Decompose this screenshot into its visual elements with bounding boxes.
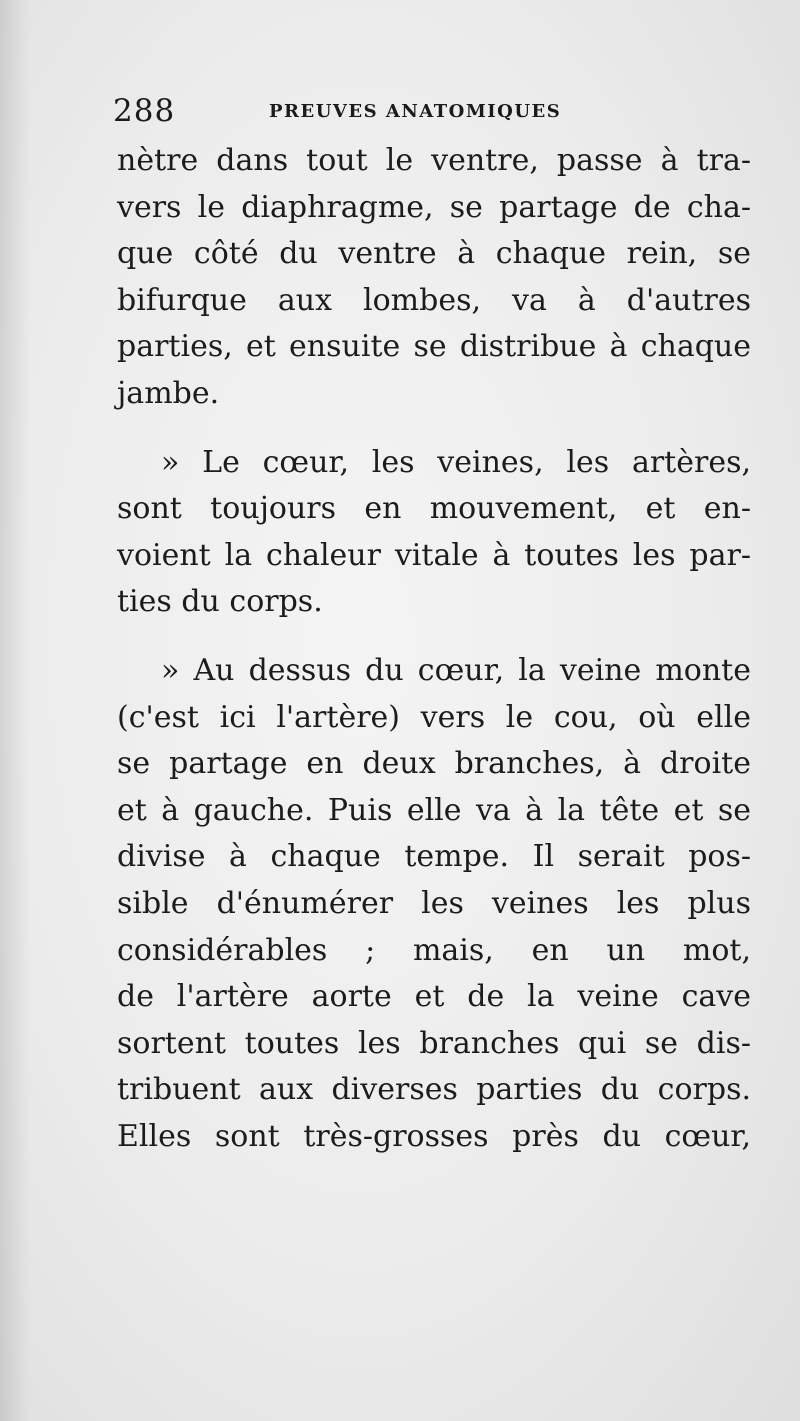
text-line: vers le diaphragme, se partage de cha-: [117, 189, 751, 225]
text-line: sortent toutes les branches qui se dis-: [117, 1025, 751, 1061]
text-line: et à gauche. Puis elle va à la tête et se: [117, 792, 751, 828]
text-line: ties du corps.: [117, 584, 323, 620]
text-line: bifurque aux lombes, va à d'autres: [117, 282, 751, 318]
text-line: nètre dans tout le ventre, passe à tra-: [117, 143, 751, 178]
text-line: considérables ; mais, en un mot,: [117, 932, 751, 968]
text-line: tribuent aux diverses parties du corps.: [117, 1072, 751, 1108]
text-line: jambe.: [117, 375, 220, 411]
text-line: Elles sont très-grosses près du cœur,: [117, 1118, 751, 1154]
text-line: se partage en deux branches, à droite: [117, 746, 751, 782]
page-body: [117, 138, 751, 1160]
paragraph-1: [117, 138, 751, 418]
text-line: de l'artère aorte et de la veine cave: [117, 979, 751, 1015]
page-number: 288: [113, 93, 176, 129]
text-line: (c'est ici l'artère) vers le cou, où elle: [117, 699, 751, 735]
text-line: voient la chaleur vitale à toutes les par-: [117, 537, 751, 573]
text-line: sible d'énumérer les veines les plus: [117, 885, 751, 921]
text-line: sont toujours en mouvement, et en-: [117, 491, 751, 527]
running-title: PREUVES ANATOMIQUES: [269, 101, 562, 122]
paragraph-3: [117, 648, 751, 1161]
gutter-shadow: [0, 0, 30, 1421]
text-line: parties, et ensuite se distribue à chaque: [117, 329, 751, 365]
text-line: divise à chaque tempe. Il serait pos-: [117, 839, 751, 875]
paragraph-2: [117, 440, 751, 626]
text-line: que côté du ventre à chaque rein, se: [117, 236, 751, 272]
text-line: » Au dessus du cœur, la veine monte: [161, 652, 751, 688]
text-line: » Le cœur, les veines, les artères,: [161, 444, 751, 480]
page-header: [113, 93, 753, 133]
